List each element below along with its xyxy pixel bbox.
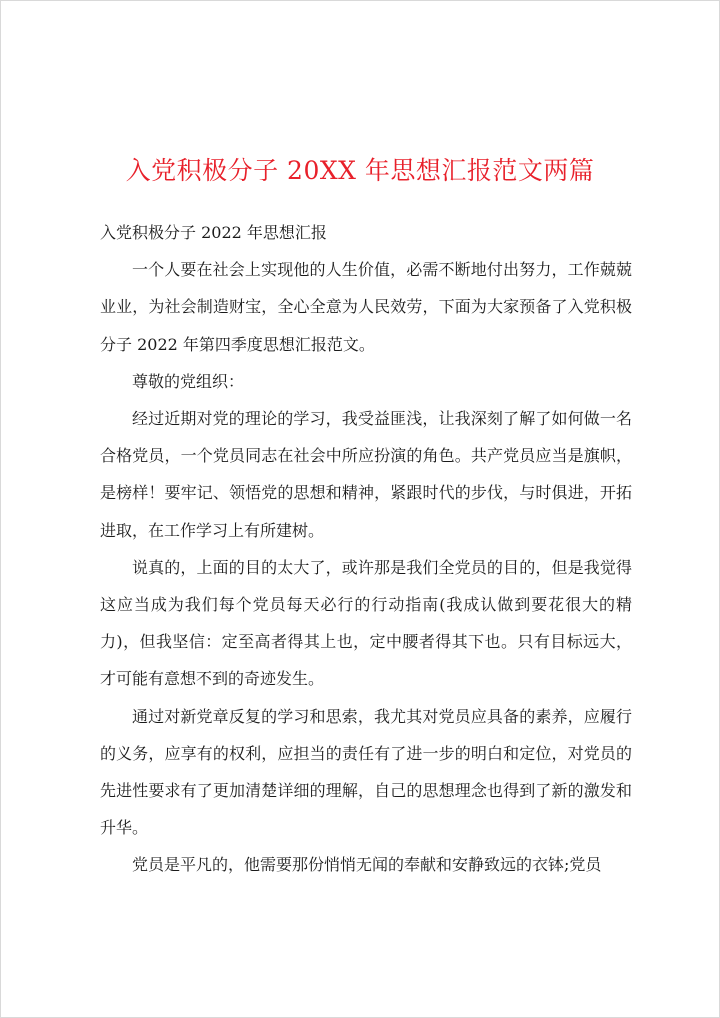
paragraph: 通过对新党章反复的学习和思索，我尤其对党员应具备的素养，应履行的义务，应享有的权利，应担当的责任有了进一步的明白和定位，对党员的先进性要求有了更加清楚详细的理解，自己的思想理念也得到了新的激发和升华。 — [100, 706, 632, 838]
document-body — [100, 214, 632, 884]
paragraph-subtitle: 入党积极分子 2022 年思想汇报 — [100, 223, 327, 242]
document-title: 入党积极分子 20XX 年思想汇报范文两篇 — [125, 156, 595, 185]
paragraph: 说真的，上面的目的太大了，或许那是我们全党员的目的，但是我觉得这应当成为我们每个党员每天必行的行动指南(我成认做到要花很大的精力)，但我坚信：定至高者得其上也，定中腰者得其下也。只有目标远大，才可能有意想不到的奇迹发生。 — [100, 557, 632, 689]
paragraph: 经过近期对党的理论的学习，我受益匪浅，让我深刻了解了如何做一名合格党员，一个党员同志在社会中所应扮演的角色。共产党员应当是旗帜，是榜样！要牢记、领悟党的思想和精神，紧跟时代的步伐，与时俱进，开拓进取，在工作学习上有所建树。 — [100, 409, 632, 540]
paragraph: 一个人要在社会上实现他的人生价值，必需不断地付出努力，工作兢兢业业，为社会制造财宝，全心全意为人民效劳，下面为大家预备了入党积极分子 2022 年第四季度思想汇报范文。 — [100, 260, 632, 354]
paragraph: 党员是平凡的，他需要那份悄悄无闻的奉献和安静致远的衣钵;党员 — [132, 855, 602, 875]
paragraph-salutation: 尊敬的党组织： — [132, 371, 245, 391]
